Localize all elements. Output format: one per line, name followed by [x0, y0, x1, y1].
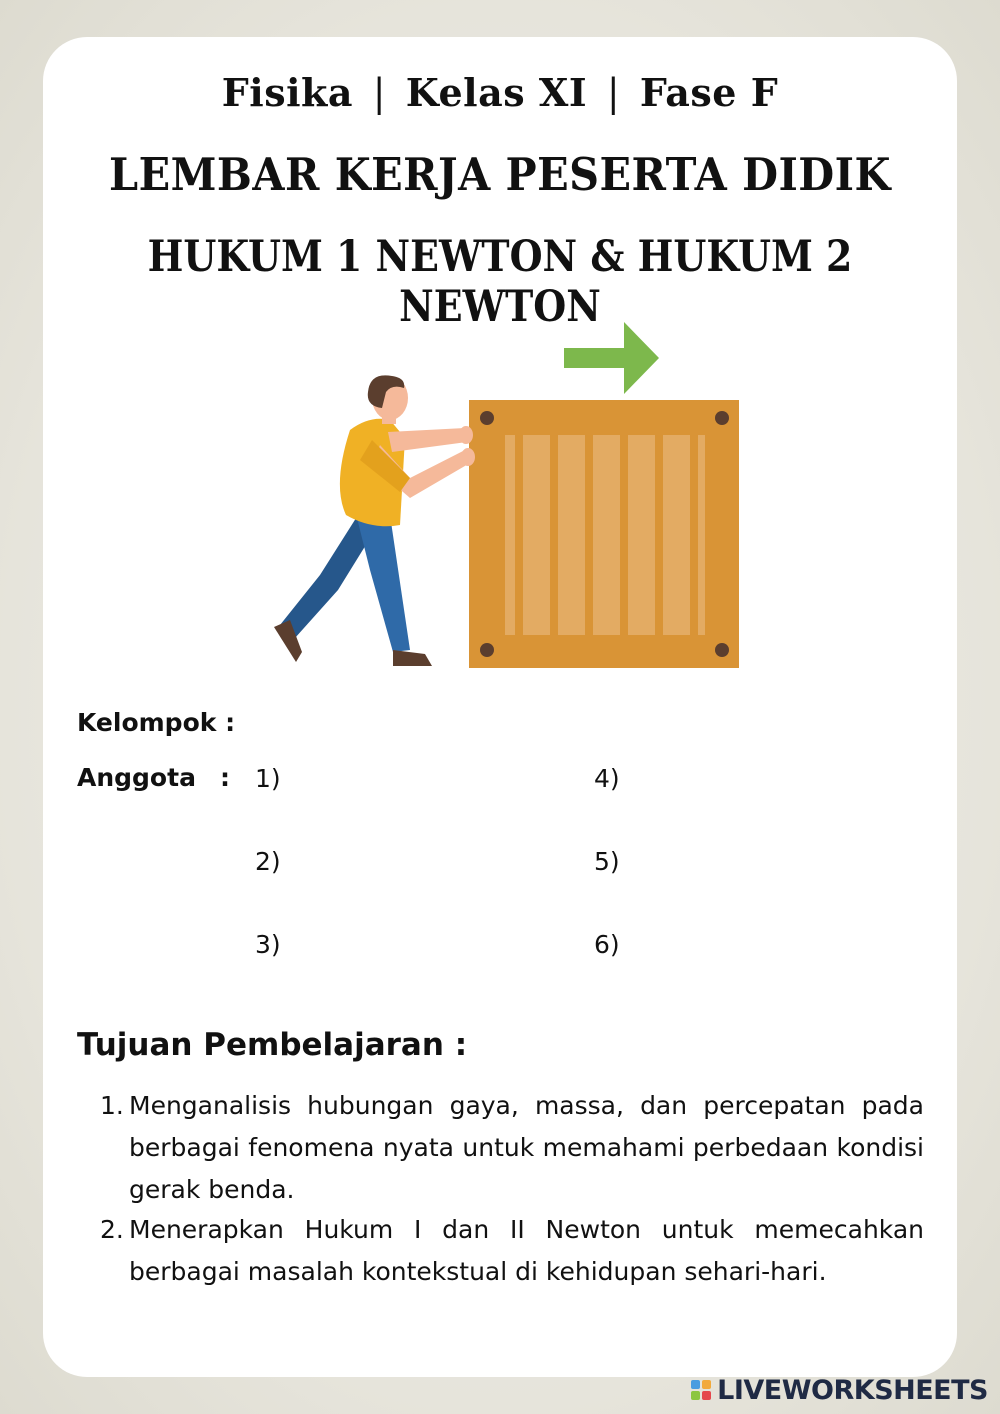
objective-text: Menerapkan Hukum I dan II Newton untuk memecahkan berbagai masalah kontekstual di kehidupan sehari-hari. [129, 1215, 924, 1286]
brand-name: LIVEWORKSHEETS [717, 1374, 988, 1406]
phase: Fase F [639, 70, 779, 115]
subject: Fisika [221, 70, 353, 115]
liveworksheets-logo-icon [691, 1380, 711, 1400]
topic-title: HUKUM 1 NEWTON & HUKUM 2 NEWTON [147, 232, 853, 332]
member-3: 3) [255, 930, 281, 959]
objective-number: 1. [100, 1091, 124, 1120]
illustration [260, 320, 740, 675]
arrow-right-icon [564, 322, 659, 394]
page-title: LEMBAR KERJA PESERTA DIDIK [109, 148, 891, 201]
objective-item [100, 1085, 924, 1211]
objective-number: 2. [100, 1215, 124, 1244]
header-line [0, 70, 1000, 115]
wooden-crate-icon [469, 400, 739, 668]
grade: Kelas XI [405, 70, 588, 115]
member-6: 6) [594, 930, 620, 959]
member-1: 1) [255, 764, 281, 793]
separator: | [372, 71, 387, 115]
member-5: 5) [594, 847, 620, 876]
objective-item [100, 1209, 924, 1293]
person-pushing-icon [274, 375, 475, 666]
kelompok-label: Kelompok : [77, 708, 236, 737]
anggota-colon: : [220, 763, 230, 792]
member-4: 4) [594, 764, 620, 793]
member-2: 2) [255, 847, 281, 876]
objectives-heading: Tujuan Pembelajaran : [77, 1027, 468, 1063]
liveworksheets-footer [691, 1374, 988, 1406]
objective-text: Menganalisis hubungan gaya, massa, dan percepatan pada berbagai fenomena nyata untuk memahami perbedaan kondisi gerak benda. [129, 1091, 924, 1204]
separator: | [606, 71, 621, 115]
anggota-label: Anggota [77, 763, 196, 792]
